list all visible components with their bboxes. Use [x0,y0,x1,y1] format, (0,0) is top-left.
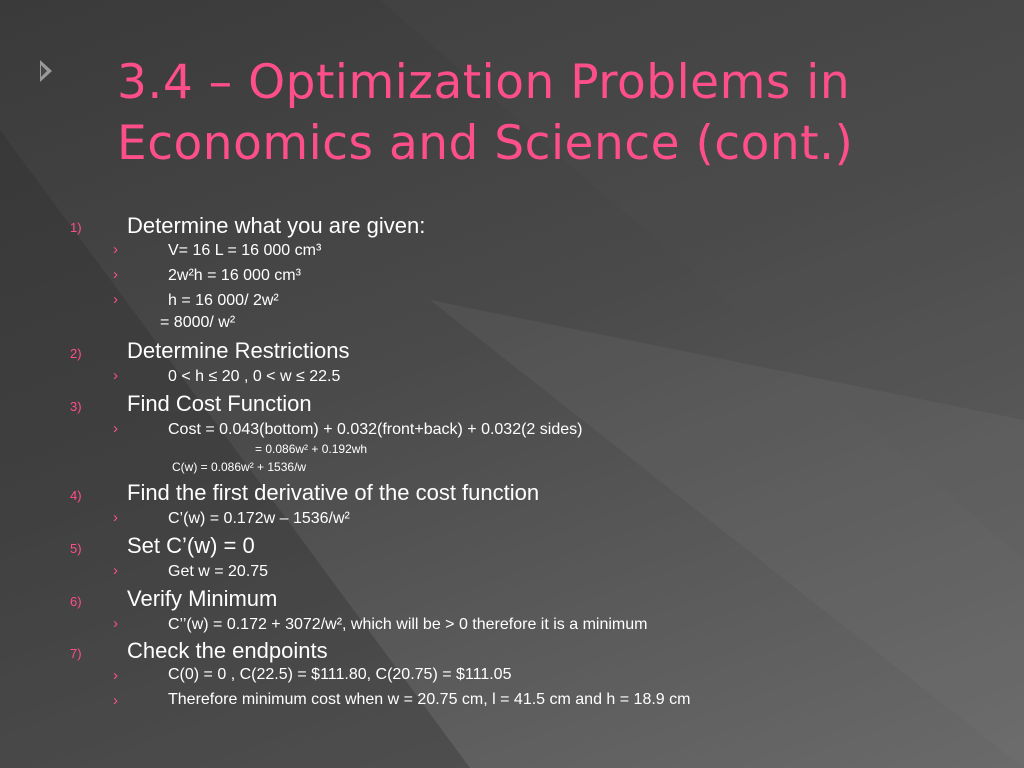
sub-item: h = 16 000/ 2w² [168,292,279,309]
step-number: 2) [70,346,82,361]
sub-item: Cost = 0.043(bottom) + 0.032(front+back) + 0.032(2 sides) [168,421,583,438]
sub-item: V= 16 L = 16 000 cm³ [168,242,322,259]
step-heading: Set C’(w) = 0 [127,533,255,558]
sub-item-continuation: = 8000/ w² [160,314,236,331]
bullet-icon: › [113,420,118,437]
step-heading: Determine what you are given: [127,213,426,238]
bullet-icon: › [113,241,118,258]
step-number: 3) [70,399,82,414]
bullet-icon: › [113,615,118,632]
sub-item-continuation: = 0.086w² + 0.192wh [255,442,368,456]
sub-item: 2w²h = 16 000 cm³ [168,267,301,284]
sub-item: C’’(w) = 0.172 + 3072/w², which will be > 0 therefore it is a minimum [168,616,648,633]
step-number: 4) [70,488,82,503]
sub-item: Get w = 20.75 [168,563,269,580]
bullet-icon: › [113,266,118,283]
sub-item: C(0) = 0 , C(22.5) = $111.80, C(20.75) = $111.05 [168,666,512,683]
title-line-1: 3.4 – Optimization Problems in [117,55,851,110]
step-number: 7) [70,646,82,661]
step-heading: Check the endpoints [127,638,328,663]
step-number: 5) [70,541,82,556]
sub-item-continuation: C(w) = 0.086w² + 1536/w [172,460,307,474]
bullet-icon: › [113,291,118,308]
sub-item: 0 < h ≤ 20 , 0 < w ≤ 22.5 [168,368,341,385]
title-line-2: Economics and Science (cont.) [117,116,854,171]
bullet-icon: › [113,562,118,579]
step-heading: Find Cost Function [127,391,312,416]
sub-item: Therefore minimum cost when w = 20.75 cm, l = 41.5 cm and h = 18.9 cm [168,691,691,708]
sub-item: C’(w) = 0.172w – 1536/w² [168,510,350,527]
bullet-icon: › [113,509,118,526]
step-number: 1) [70,220,82,235]
bullet-icon: › [113,667,118,684]
step-number: 6) [70,594,82,609]
bullet-icon: › [113,367,118,384]
step-heading: Find the first derivative of the cost function [127,480,540,505]
step-heading: Verify Minimum [127,586,278,611]
step-heading: Determine Restrictions [127,338,350,363]
bullet-icon: › [113,692,118,709]
